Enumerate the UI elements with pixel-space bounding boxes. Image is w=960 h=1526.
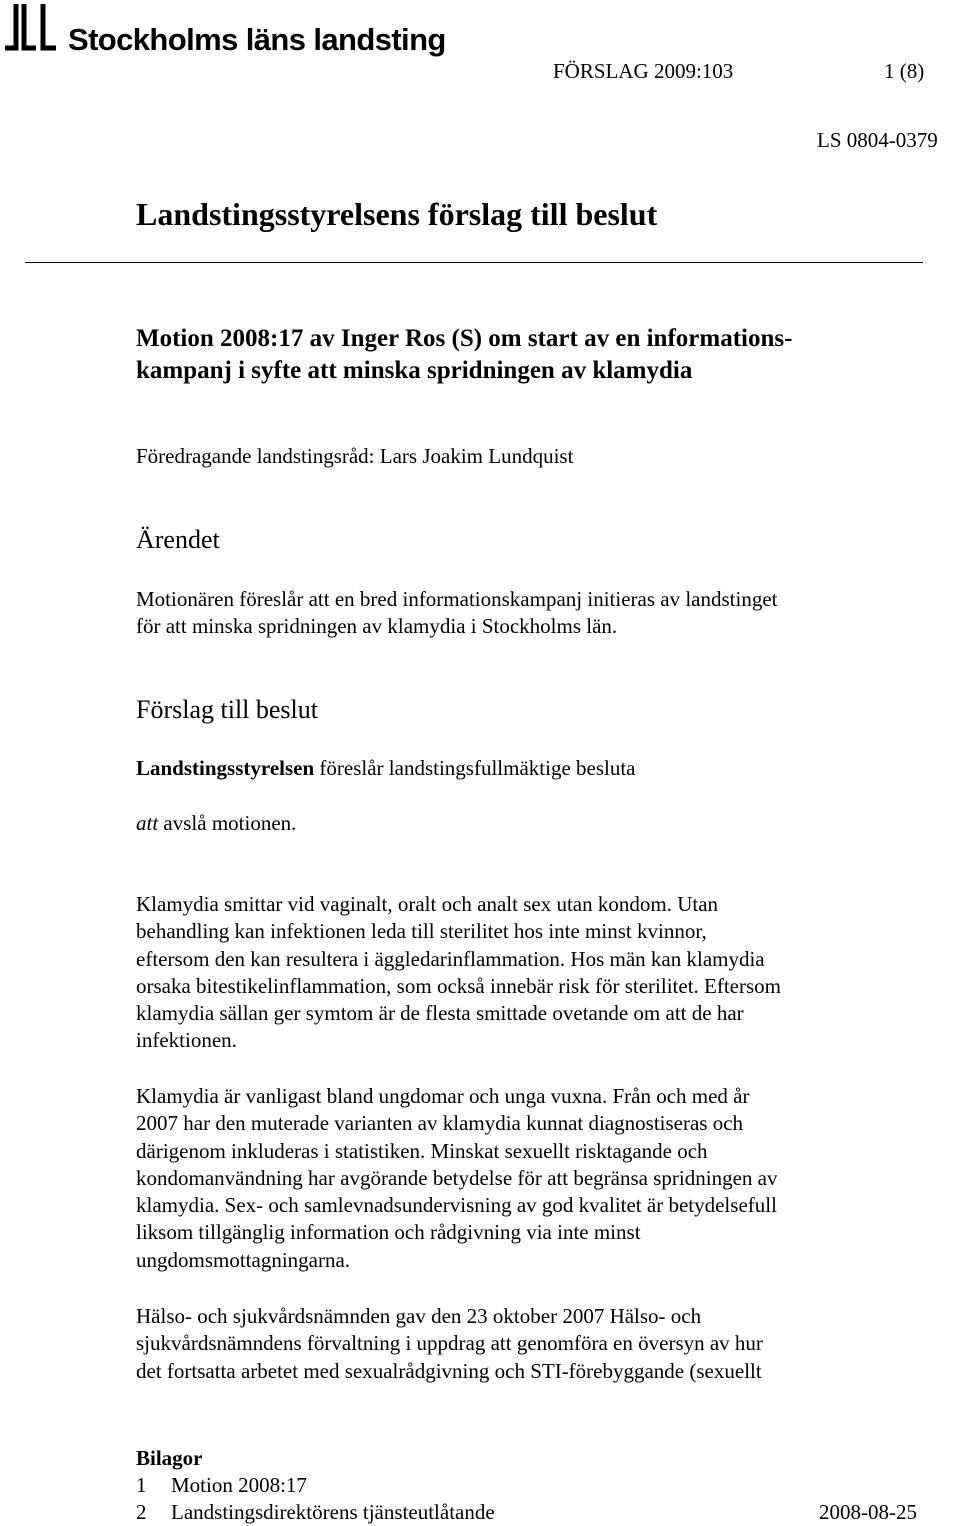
section-heading-arendet: Ärendet [136, 525, 220, 554]
text-line: Hälso- och sjukvårdsnämnden gav den 23 oktober 2007 Hälso- och [136, 1304, 702, 1328]
text-line: Motionären föreslår att en bred informationskampanj initieras av landstinget [136, 587, 778, 611]
organization-name: Stockholms läns landsting [68, 22, 446, 57]
paragraph [136, 1083, 926, 1274]
text-line: för att minska spridningen av klamydia i Stockholms län. [136, 614, 618, 639]
paragraph [136, 1303, 926, 1385]
text-line: orsaka bitestikelinflammation, som också innebär risk för sterilitet. Eftersom [136, 973, 782, 998]
text-line: därigenom inkluderas i statistiken. Minskat sexuellt risktagande och [136, 1138, 708, 1163]
proposal-decision [136, 810, 296, 837]
text-line: Klamydia smittar vid vaginalt, oralt och analt sex utan kondom. Utan [136, 892, 719, 916]
attachments-heading: Bilagor [136, 1446, 203, 1470]
text-line: ungdomsmottagningarna. [136, 1247, 351, 1272]
text-line: eftersom den kan resultera i äggledarinflammation. Hos män kan klamydia [136, 946, 765, 971]
text-line: klamydia. Sex- och samlevnadsundervisning av god kvalitet är betydelsefull [136, 1193, 777, 1218]
section-heading-proposal: Förslag till beslut [136, 695, 318, 724]
attachment-number: 2 [136, 1500, 147, 1524]
att-rest: avslå motionen. [158, 811, 297, 835]
motion-title-line: kampanj i syfte att minska spridningen av klamydia [136, 357, 693, 384]
attachment-title: Landstingsdirektörens tjänsteutlåtande [171, 1500, 495, 1524]
motion-title [136, 323, 936, 387]
attachment-number: 1 [136, 1473, 147, 1497]
doc-reference: FÖRSLAG 2009:103 [553, 59, 734, 83]
page-title: Landstingsstyrelsens förslag till beslut [136, 196, 658, 232]
arendet-text [136, 586, 926, 641]
board-name: Landstingsstyrelsen [136, 756, 315, 780]
paragraph [136, 891, 926, 1055]
presenter: Föredragande landstingsråd: Lars Joakim Lundquist [136, 444, 574, 468]
text-line: liksom tillgänglig information och rådgivning via inte minst [136, 1220, 641, 1245]
text-line: klamydia sällan ger symtom är de flesta smittade ovetande om att de har [136, 1001, 744, 1026]
att-word: att [136, 811, 159, 835]
text-line: Klamydia är vanligast bland ungdomar och unga vuxna. Från och med år [136, 1084, 750, 1108]
proposal-statement [136, 755, 636, 782]
text-line: 2007 har den muterade varianten av klamydia kunnat diagnostiseras och [136, 1111, 744, 1136]
attachment-title: Motion 2008:17 [171, 1473, 307, 1497]
page-number: 1 (8) [884, 59, 925, 83]
attachment-date: 2008-08-25 [819, 1500, 917, 1524]
board-rest: föreslår landstingsfullmäktige besluta [314, 756, 636, 780]
text-line: det fortsatta arbetet med sexualrådgivning och STI-förebyggande (sexuellt [136, 1358, 762, 1383]
sll-logo-icon [2, 2, 60, 54]
title-divider [25, 262, 923, 263]
case-number: LS 0804-0379 [817, 128, 938, 152]
text-line: infektionen. [136, 1028, 237, 1053]
text-line: behandling kan infektionen leda till sterilitet hos inte minst kvinnor, [136, 919, 707, 944]
motion-title-line: Motion 2008:17 av Inger Ros (S) om start av en informations- [136, 325, 793, 352]
text-line: sjukvårdsnämndens förvaltning i uppdrag att genomföra en översyn av hur [136, 1331, 763, 1356]
text-line: kondomanvändning har avgörande betydelse för att begränsa spridningen av [136, 1165, 778, 1190]
